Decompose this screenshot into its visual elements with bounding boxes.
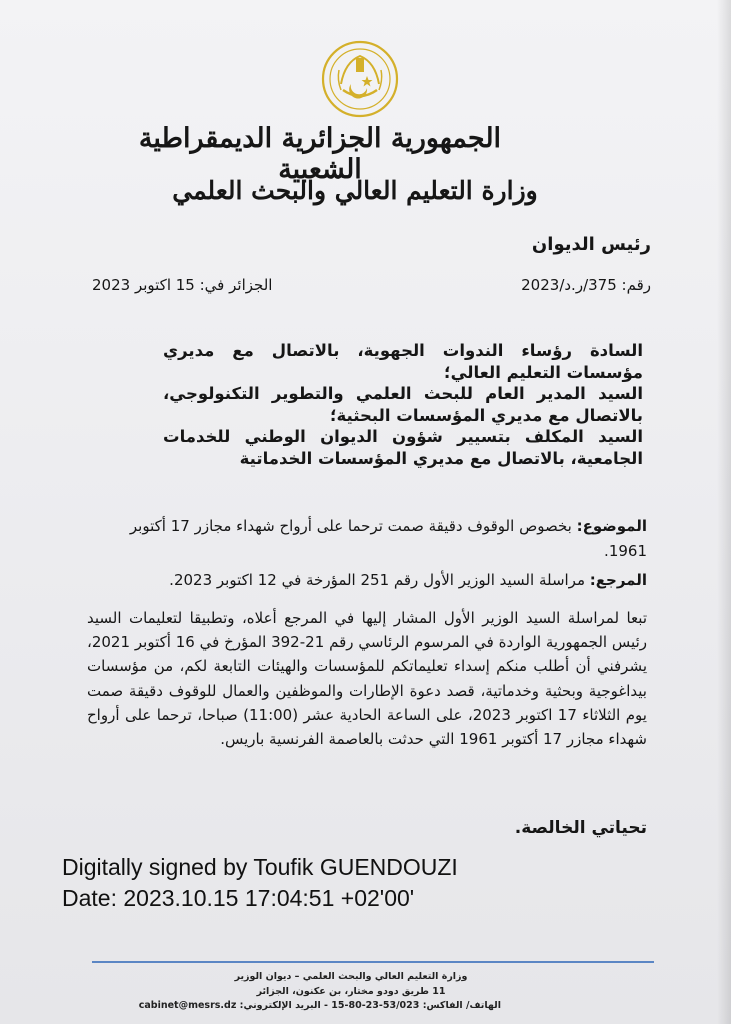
digital-signature: [62, 852, 458, 914]
recipients-block: [163, 340, 643, 469]
reference-label: المرجع:: [589, 571, 647, 589]
footer-contact: [138, 970, 501, 1014]
signature-signer: Digitally signed by Toufik GUENDOUZI: [62, 854, 458, 880]
ministry-title: وزارة التعليم العالي والبحث العلمي: [172, 176, 538, 205]
page-edge-shadow: [717, 0, 731, 1024]
letter-body: تبعا لمراسلة السيد الوزير الأول المشار إليها في المرجع أعلاه، وتطبيقا لتعليمات السيد رئيس الجمهورية الواردة في المرسوم الرئاسي رقم 21-392 المؤرخ في 16 أكتوبر 2021، يشرفني أن أطلب منكم إسداء تعليماتكم للمؤسسات والهيئات التابعة لكم، من مؤسسات بيداغوجية وبحثية وخدماتية، قصد دعوة الإطارات والموظفين والعمال للوقوف دقيقة صمت يوم الثلاثاء 17 اكتوبر 2023، على الساعة الحادية عشر (11:00) صباحا، ترحما على أرواح شهداء مجازر 17 أكتوبر 1961 التي حدثت بالعاصمة الفرنسية باريس.: [87, 609, 647, 749]
subject-text: بخصوص الوقوف دقيقة صمت ترحما على أرواح شهداء مجازر 17 أكتوبر 1961.: [129, 517, 647, 560]
place-date: الجزائر في: 15 اكتوبر 2023: [92, 276, 273, 294]
footer-divider: [92, 961, 654, 963]
footer-address: 11 طريق دودو مختار، بن عكنون، الجزائر: [256, 985, 446, 997]
reference-text: مراسلة السيد الوزير الأول رقم 251 المؤرخة في 12 اكتوبر 2023.: [169, 571, 585, 589]
office-heading: رئيس الديوان: [531, 234, 651, 255]
reference-line: [87, 569, 647, 591]
subject-label: الموضوع:: [576, 517, 647, 535]
state-emblem-icon: [321, 40, 399, 118]
recipient-line: السادة رؤساء الندوات الجهوية، بالاتصال مع مديري مؤسسات التعليم العالي؛: [163, 341, 643, 382]
footer-phone-email: الهاتف/ الفاكس: 53/023-23-80-15 - البريد الإلكتروني: cabinet@mesrs.dz: [138, 1000, 501, 1011]
subject-line: [87, 514, 647, 564]
recipient-line: السيد المكلف بتسيير شؤون الديوان الوطني للخدمات الجامعية، بالاتصال مع مديري المؤسسات الخدماتية: [163, 427, 643, 468]
reference-number: رقم: 375/ر.د/2023: [521, 276, 651, 294]
recipient-line: السيد المدير العام للبحث العلمي والتطوير التكنولوجي، بالاتصال مع مديري المؤسسات البحثية؛: [163, 384, 643, 425]
closing-greeting: تحياتي الخالصة.: [514, 818, 647, 838]
footer-ministry: وزارة التعليم العالي والبحث العلمي – ديوان الوزير: [234, 971, 468, 982]
signature-date: Date: 2023.10.15 17:04:51 +02'00': [62, 885, 415, 911]
republic-title: الجمهورية الجزائرية الديمقراطية الشعبية: [138, 123, 502, 185]
